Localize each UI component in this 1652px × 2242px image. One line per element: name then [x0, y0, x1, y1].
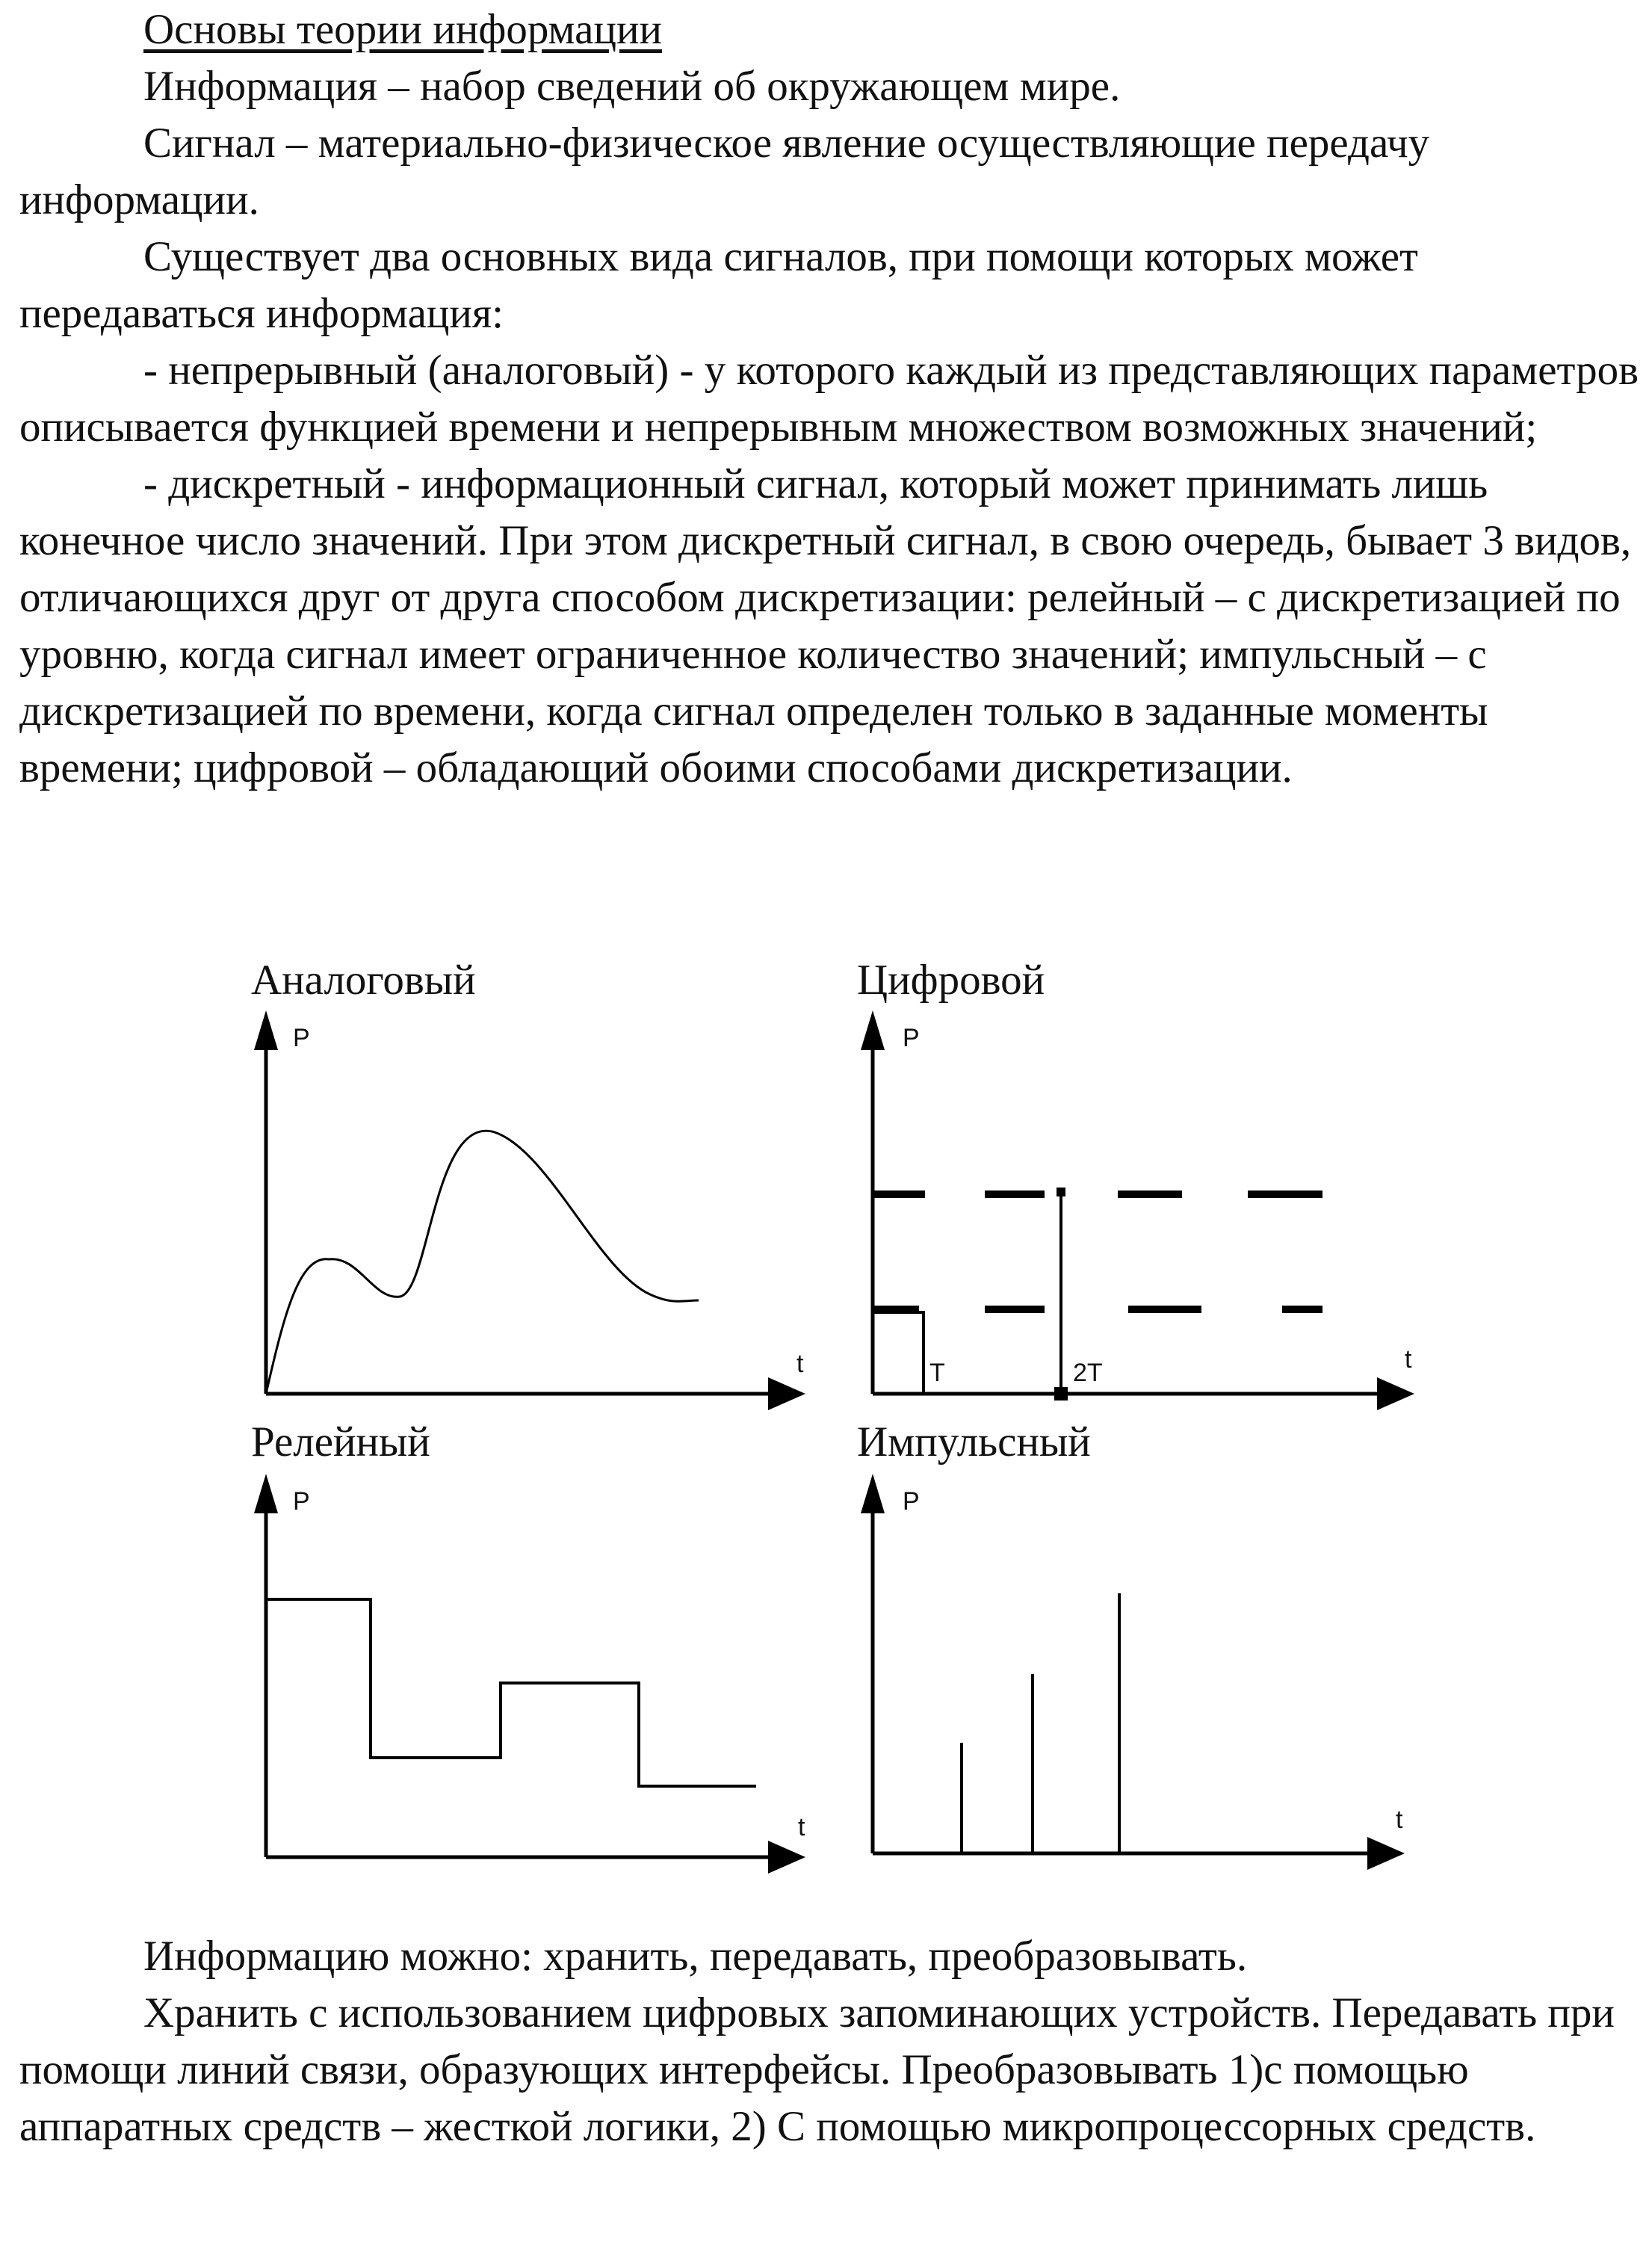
paragraph-signal-types: Существует два основных вида сигналов, при помощи которых может передаваться информация:: [19, 233, 1418, 337]
signal-types-figure: [0, 927, 1652, 1898]
y-label-impulse: P: [903, 1487, 920, 1516]
digital-sample-point: [1057, 1188, 1065, 1196]
y-label-analog: P: [293, 1024, 310, 1052]
graph-analog: [251, 957, 805, 1410]
graph-title-digital: Цифровой: [857, 957, 1045, 1004]
graph-digital: [857, 957, 1414, 1410]
y-arrow-relay: [254, 1474, 278, 1513]
x-arrow-impulse: [1367, 1837, 1405, 1870]
x-arrow-digital: [1377, 1377, 1414, 1410]
relay-step-line: [266, 1599, 756, 1786]
x-arrow-analog: [768, 1377, 805, 1410]
digital-sample-point: [1054, 1387, 1068, 1401]
graph-relay: [251, 1418, 805, 1874]
paragraph-information: Информация – набор сведений об окружающем мире.: [143, 63, 1121, 110]
analog-curve: [266, 1131, 699, 1394]
x-label-digital: t: [1405, 1345, 1412, 1374]
document-body-top: [19, 1, 1641, 797]
x-arrow-relay: [768, 1841, 805, 1874]
document-body-bottom: [19, 1928, 1641, 2155]
tick-label-2T: 2T: [1073, 1359, 1103, 1387]
y-arrow-digital: [861, 1010, 885, 1050]
y-arrow-impulse: [861, 1474, 885, 1513]
y-arrow-analog: [254, 1010, 278, 1050]
paragraph-discrete: - дискретный - информационный сигнал, который может принимать лишь конечное число значений. При этом дискретный сигнал, в свою очередь, бывает 3 видов, отличающихся друг от друга способом дискретизации: релейный – с дискретизацией по уровню, когда сигнал имеет ограниченное количество значений; импульсный – с дискретизацией по времени, когда сигнал определен только в заданные моменты времени; цифровой – обладающий обоими способами дискретизации.: [19, 460, 1632, 791]
paragraph-signal: Сигнал – материально-физическое явление осуществляющие передачу информации.: [19, 120, 1430, 223]
graph-title-analog: Аналоговый: [251, 957, 476, 1004]
x-label-relay: t: [798, 1813, 805, 1841]
paragraph-operations: Информацию можно: хранить, передавать, преобразовывать.: [143, 1933, 1248, 1980]
document-title: Основы теории информации: [143, 6, 662, 53]
paragraph-storage-transfer: Хранить с использованием цифровых запоминающих устройств. Передавать при помощи линий связи, образующих интерфейсы. Преобразовывать 1)с помощью аппаратных средств – жесткой логики, 2) С помощью микропроцессорных средств.: [19, 1989, 1615, 2150]
x-label-impulse: t: [1396, 1806, 1403, 1834]
tick-label-T: T: [929, 1359, 945, 1387]
graph-impulse: [857, 1418, 1405, 1870]
y-label-digital: P: [903, 1024, 920, 1052]
signal-graphs-svg: [0, 927, 1652, 1898]
graph-title-impulse: Импульсный: [857, 1418, 1091, 1466]
graph-title-relay: Релейный: [251, 1418, 430, 1466]
x-label-analog: t: [796, 1350, 804, 1378]
paragraph-continuous: - непрерывный (аналоговый) - у которого каждый из представляющих параметров описывается функцией времени и непрерывным множеством возможных значений;: [19, 347, 1639, 451]
digital-sample-T: [873, 1312, 924, 1394]
y-label-relay: P: [293, 1487, 310, 1516]
